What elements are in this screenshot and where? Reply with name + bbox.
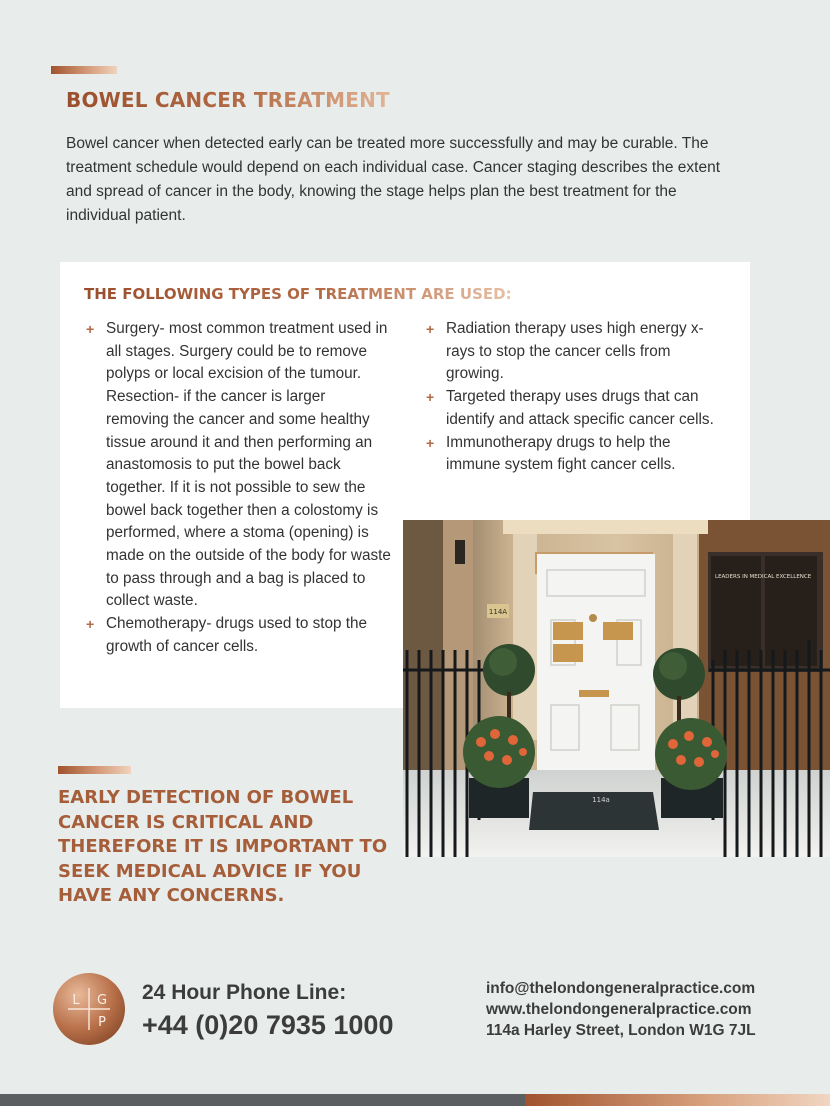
footer-bar-gray xyxy=(0,1094,525,1106)
address-text: 114a Harley Street, London W1G 7JL xyxy=(486,1022,756,1039)
treatment-text: Surgery- most common treatment used in all stages. Surgery could be to remove polyps or local excision of the tumour. Resection- if the cancer is larger removing the cancer and some healthy tissue around it and then performing an anastomosis to put the bowel back together. If it is not possible to sew the bowel back together then a colostomy is performed, where a stoma (opening) is made on the outside of the body for waste to pass through and a bag is placed to collect waste. xyxy=(106,320,391,610)
title-accent-bar xyxy=(51,66,117,74)
clinic-door-photo xyxy=(403,520,830,857)
logo-letter-p: P xyxy=(98,1015,106,1030)
door-mat-text: 114a xyxy=(592,796,610,804)
title-part-2: TREATMENT xyxy=(253,88,390,112)
treatment-text: Chemotherapy- drugs used to stop the growth of cancer cells. xyxy=(106,615,368,655)
treatment-text: Targeted therapy uses drugs that can identify and attack specific cancer cells. xyxy=(446,388,714,428)
page-title xyxy=(66,88,390,112)
contact-details xyxy=(486,978,786,1041)
early-detection-callout: EARLY DETECTION OF BOWEL CANCER IS CRITICAL AND THEREFORE IT IS IMPORTANT TO SEEK MEDICAL ADVICE IF YOU HAVE ANY CONCERNS. xyxy=(58,787,388,906)
treatment-item-chemotherapy xyxy=(86,613,392,658)
treatment-list-right xyxy=(426,318,726,477)
treatment-item-radiation xyxy=(426,318,726,386)
plus-icon: + xyxy=(426,389,435,406)
phone-number[interactable]: +44 (0)20 7935 1000 xyxy=(142,1010,394,1040)
window-signage-text: LEADERS IN MEDICAL EXCELLENCE xyxy=(715,574,812,580)
treatment-item-surgery xyxy=(86,318,392,613)
phone-line-label: 24 Hour Phone Line: xyxy=(142,981,347,1004)
treatment-item-targeted xyxy=(426,386,726,431)
logo-letter-l: L xyxy=(72,993,80,1008)
panel-heading: THE FOLLOWING TYPES OF TREATMENT ARE USED: xyxy=(84,285,512,303)
treatment-item-immunotherapy xyxy=(426,432,726,477)
lgp-logo xyxy=(53,973,125,1045)
plus-icon: + xyxy=(426,434,435,451)
title-part-1: BOWEL CANCER xyxy=(66,88,254,112)
plus-icon: + xyxy=(86,616,95,633)
email-link[interactable]: info@thelondongeneralpractice.com xyxy=(486,980,756,997)
treatment-text: Radiation therapy uses high energy x-rays to stop the cancer cells from growing. xyxy=(446,320,704,383)
logo-letter-g: G xyxy=(96,993,108,1008)
callout-accent-bar xyxy=(58,766,131,774)
website-link[interactable]: www.thelondongeneralpractice.com xyxy=(486,1001,752,1018)
treatment-text: Immunotherapy drugs to help the immune system fight cancer cells. xyxy=(446,433,676,474)
door-number-plaque: 114A xyxy=(488,608,508,616)
treatment-list-left xyxy=(86,318,392,659)
plus-icon: + xyxy=(86,321,95,337)
intro-paragraph: Bowel cancer when detected early can be treated more successfully and may be curable. The treatment schedule would depend on each individual case. Cancer staging describes the extent and spread of cancer in the body, knowing the stage helps plan the best treatment for the individual patient. xyxy=(66,135,720,224)
footer-bar-accent xyxy=(525,1094,830,1106)
plus-icon: + xyxy=(426,321,435,337)
